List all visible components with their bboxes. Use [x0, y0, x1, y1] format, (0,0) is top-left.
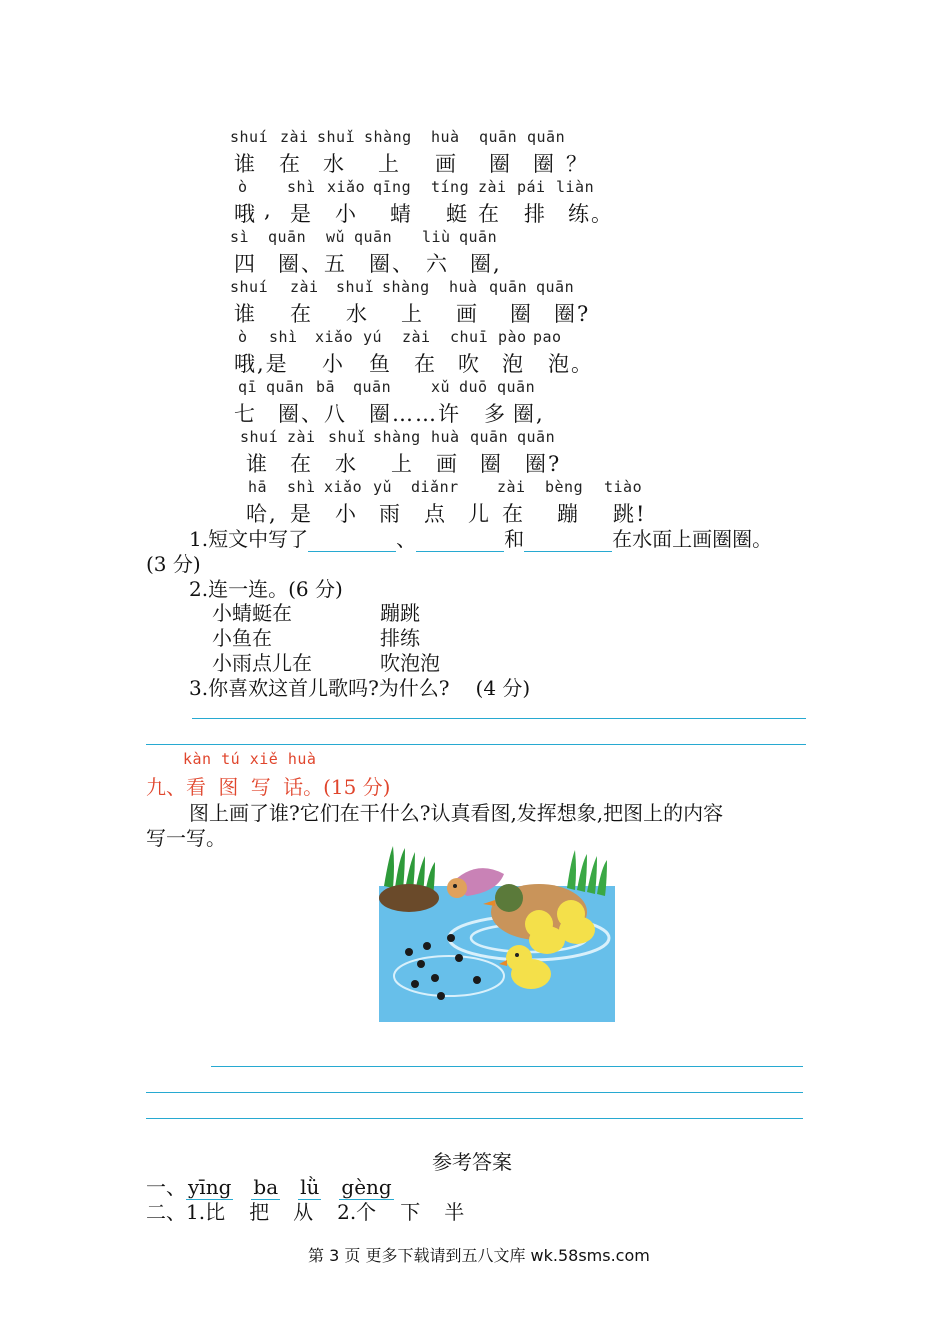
answer-pinyin: ba — [253, 1175, 279, 1199]
hanzi-char: 在 — [290, 302, 313, 326]
answer-pinyin: yīng — [188, 1175, 232, 1199]
section-9-instruction: 写一写。 — [146, 826, 226, 850]
hanzi-char: 小 — [322, 352, 345, 376]
pinyin-syllable: bèng — [545, 478, 584, 496]
hanzi-char: 圈 — [533, 152, 556, 176]
question-3 — [189, 672, 530, 701]
answer-pinyin: gèng — [341, 1175, 392, 1199]
hanzi-char: 多 — [484, 402, 507, 426]
hanzi-char: ？ — [566, 152, 589, 176]
hanzi-char: 在 — [290, 452, 313, 476]
hanzi-char: 五 — [324, 252, 347, 276]
hanzi-char: 上 — [391, 452, 414, 476]
pinyin-syllable: ò — [238, 178, 248, 196]
pinyin-syllable: tíng — [431, 178, 470, 196]
answer-line[interactable] — [146, 1092, 803, 1093]
hanzi-char: 儿 — [468, 502, 491, 526]
pinyin-syllable: quān — [497, 378, 536, 396]
answer-line[interactable] — [211, 1066, 803, 1067]
pinyin-syllable: shì — [287, 178, 316, 196]
hanzi-char: 在 — [279, 152, 302, 176]
match-right-item[interactable]: 蹦跳 — [380, 601, 420, 625]
pinyin-syllable: xǔ — [431, 378, 451, 396]
question-1-prefix: 1.短文中写了 — [189, 527, 309, 551]
hanzi-char: 圈、八 — [278, 402, 347, 426]
pinyin-syllable: zài — [290, 278, 319, 296]
pinyin-syllable: xiǎo — [327, 178, 366, 196]
hanzi-char: 是 — [290, 502, 313, 526]
pinyin-syllable: shàng — [382, 278, 430, 296]
section-9-title-part: 话。(15 分) — [283, 775, 391, 799]
answer-pinyin: lǜ — [300, 1175, 320, 1199]
match-left-item[interactable]: 小雨点儿在 — [212, 651, 312, 675]
pinyin-syllable: quān — [266, 378, 305, 396]
hanzi-char: 谁 — [234, 152, 257, 176]
hanzi-char: 哦,是 — [234, 352, 289, 376]
pinyin-syllable: shuǐ — [336, 278, 375, 296]
pinyin-syllable: yǔ — [373, 478, 393, 496]
pinyin-syllable: huà — [449, 278, 478, 296]
hanzi-char: 练。 — [568, 202, 614, 226]
hanzi-char: 雨 — [379, 502, 402, 526]
pinyin-syllable: zài — [287, 428, 316, 446]
pinyin-syllable: liàn — [556, 178, 595, 196]
hanzi-char: 小 — [335, 502, 358, 526]
hanzi-char: 七 — [234, 402, 257, 426]
answer-item: 二、1.比 — [146, 1200, 226, 1224]
question-2-title: 2.连一连。(6 分) — [189, 577, 343, 601]
match-left-item[interactable]: 小鱼在 — [212, 626, 272, 650]
hanzi-char: 在 — [478, 202, 501, 226]
question-1-separator: 和 — [504, 527, 525, 551]
answer-item: 从 — [293, 1200, 314, 1224]
pinyin-syllable: qī — [238, 378, 258, 396]
pinyin-syllable: wǔ — [326, 228, 346, 246]
pinyin-syllable: quān — [459, 228, 498, 246]
hanzi-char: 水 — [346, 302, 369, 326]
answer-item: 把 — [249, 1200, 270, 1224]
pinyin-syllable: sì — [230, 228, 250, 246]
pinyin-syllable: pào — [498, 328, 527, 346]
question-1-separator: 、 — [396, 527, 417, 551]
section-9-title-part: 图 — [218, 775, 239, 799]
hanzi-char: 在 — [414, 352, 437, 376]
pinyin-syllable: huà — [431, 128, 460, 146]
answer-line[interactable] — [192, 718, 806, 719]
hanzi-char: 圈 — [489, 152, 512, 176]
answer-line[interactable] — [146, 744, 806, 745]
pinyin-syllable: quān — [354, 228, 393, 246]
pinyin-syllable: quān — [470, 428, 509, 446]
hanzi-char: 泡 — [502, 352, 525, 376]
hanzi-char: 上 — [378, 152, 401, 176]
answer-blank[interactable] — [524, 529, 612, 552]
pinyin-syllable: zài — [478, 178, 507, 196]
pinyin-syllable: shuí — [230, 128, 269, 146]
hanzi-char: 蜻 — [390, 202, 413, 226]
answer-item: 2.个 — [337, 1200, 377, 1224]
hanzi-char: 蹦 — [557, 502, 580, 526]
question-1-score: (3 分) — [146, 552, 201, 576]
section-9-title-part: 写 — [250, 775, 271, 799]
pinyin-syllable: shàng — [364, 128, 412, 146]
hanzi-char: 圈……许 — [369, 402, 461, 426]
pinyin-syllable: diǎnr — [411, 478, 459, 496]
hanzi-char: 水 — [335, 452, 358, 476]
pinyin-syllable: shuǐ — [328, 428, 367, 446]
section-9-pinyin: kàn tú xiě huà — [183, 750, 317, 768]
pinyin-syllable: pao — [533, 328, 562, 346]
pinyin-syllable: quān — [479, 128, 518, 146]
hanzi-char: 圈、 — [278, 252, 324, 276]
hanzi-char: 谁 — [246, 452, 269, 476]
hanzi-char: 圈? — [525, 452, 562, 476]
pinyin-syllable: quān — [536, 278, 575, 296]
hanzi-char: 在 — [502, 502, 525, 526]
answers-line-2 — [146, 1196, 464, 1225]
pinyin-syllable: huà — [431, 428, 460, 446]
pinyin-syllable: shuí — [240, 428, 279, 446]
hanzi-char: 排 — [524, 202, 547, 226]
hanzi-char: 六 — [426, 252, 449, 276]
answer-blank[interactable] — [308, 529, 396, 552]
pinyin-syllable: quān — [527, 128, 566, 146]
hanzi-char: 画 — [436, 452, 459, 476]
hanzi-char: , — [264, 198, 273, 222]
pinyin-syllable: liù — [422, 228, 451, 246]
answer-blank[interactable] — [416, 529, 504, 552]
pinyin-syllable: xiǎo — [315, 328, 354, 346]
pinyin-syllable: zài — [497, 478, 526, 496]
match-left-item[interactable]: 小蜻蜓在 — [212, 601, 292, 625]
section-9-title — [146, 771, 391, 800]
pinyin-syllable: shì — [269, 328, 298, 346]
hanzi-char: 鱼 — [369, 352, 392, 376]
hanzi-char: 画 — [435, 152, 458, 176]
hanzi-char: 四 — [234, 252, 257, 276]
question-1 — [189, 523, 772, 552]
hanzi-char: 圈, — [513, 402, 545, 426]
match-right-item[interactable]: 吹泡泡 — [380, 651, 440, 675]
hanzi-char: 圈? — [554, 302, 591, 326]
pinyin-syllable: zài — [280, 128, 309, 146]
hanzi-char: 画 — [456, 302, 479, 326]
pinyin-syllable: shuǐ — [317, 128, 356, 146]
answers-line-prefix: 一、 — [146, 1175, 186, 1199]
pinyin-syllable: quān — [517, 428, 556, 446]
pinyin-syllable: shàng — [373, 428, 421, 446]
pinyin-syllable: xiǎo — [324, 478, 363, 496]
hanzi-char: 蜓 — [446, 202, 469, 226]
hanzi-char: 圈、 — [369, 252, 415, 276]
hanzi-char: 哦 — [234, 202, 257, 226]
pinyin-syllable: pái — [517, 178, 546, 196]
hanzi-char: 谁 — [234, 302, 257, 326]
duck-illustration — [379, 846, 615, 1022]
pinyin-syllable: duō — [459, 378, 488, 396]
hanzi-char: 是 — [290, 202, 313, 226]
answers-heading: 参考答案 — [432, 1150, 512, 1174]
pinyin-syllable: yú — [363, 328, 383, 346]
hanzi-char: 跳! — [613, 502, 647, 526]
hanzi-char: 圈, — [470, 252, 502, 276]
pinyin-syllable: quān — [268, 228, 307, 246]
hanzi-char: 圈 — [510, 302, 533, 326]
question-3-score: (4 分) — [475, 676, 531, 700]
question-3-title: 3.你喜欢这首儿歌吗?为什么? — [189, 676, 450, 700]
hanzi-char: 哈, — [246, 502, 278, 526]
section-9-instruction: 图上画了谁?它们在干什么?认真看图,发挥想象,把图上的内容 — [189, 801, 724, 825]
hanzi-char: 吹 — [458, 352, 481, 376]
pinyin-syllable: hā — [248, 478, 268, 496]
hanzi-char: 圈 — [480, 452, 503, 476]
match-right-item[interactable]: 排练 — [380, 626, 420, 650]
pinyin-syllable: quān — [489, 278, 528, 296]
answer-item: 半 — [444, 1200, 465, 1224]
hanzi-char: 泡。 — [548, 352, 594, 376]
hanzi-char: 上 — [401, 302, 424, 326]
hanzi-char: 点 — [424, 502, 447, 526]
pinyin-syllable: ò — [238, 328, 248, 346]
question-1-suffix: 在水面上画圈圈。 — [612, 527, 773, 551]
answer-line[interactable] — [146, 1118, 803, 1119]
hanzi-char: 水 — [323, 152, 346, 176]
page-footer: 第 3 页 更多下载请到五八文库 wk.58sms.com — [308, 1246, 650, 1265]
answer-item: 下 — [400, 1200, 421, 1224]
pinyin-syllable: shuí — [230, 278, 269, 296]
pinyin-syllable: quān — [353, 378, 392, 396]
pinyin-syllable: bā — [316, 378, 336, 396]
section-9-title-part: 九、看 — [146, 775, 206, 799]
pinyin-syllable: qīng — [373, 178, 412, 196]
hanzi-char: 小 — [335, 202, 358, 226]
pinyin-syllable: shì — [287, 478, 316, 496]
pinyin-syllable: zài — [402, 328, 431, 346]
pinyin-syllable: tiào — [604, 478, 643, 496]
pinyin-syllable: chuī — [450, 328, 489, 346]
